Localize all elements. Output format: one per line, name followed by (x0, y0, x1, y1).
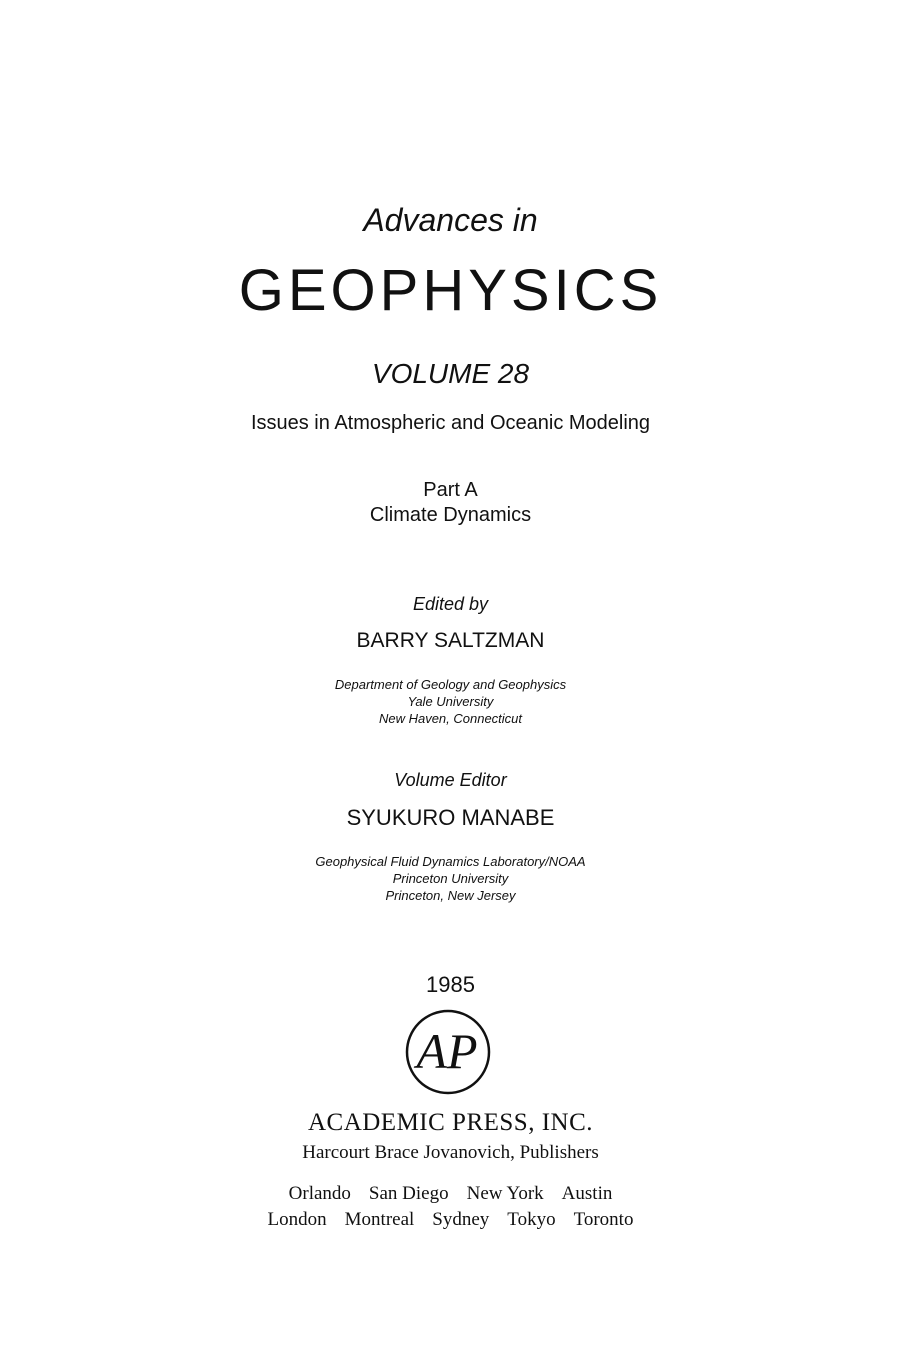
volume-editor-affiliation-line: Princeton, New Jersey (385, 888, 516, 903)
city: Toronto (573, 1209, 634, 1230)
publisher-imprint: Harcourt Brace Jovanovich, Publishers (302, 1142, 599, 1163)
publication-year: 1985 (426, 972, 475, 997)
volume-number: VOLUME 28 (371, 358, 530, 389)
part-title: Climate Dynamics (369, 504, 532, 526)
editor-affiliation-line: New Haven, Connecticut (378, 711, 523, 726)
city: Austin (561, 1183, 613, 1204)
city: New York (466, 1183, 544, 1204)
volume-editor-affiliation-line: Geophysical Fluid Dynamics Laboratory/NOAA (315, 854, 586, 869)
volume-editor-affiliation-line: Princeton University (392, 871, 509, 886)
city: Tokyo (507, 1209, 556, 1230)
editor-affiliation-line: Yale University (407, 694, 494, 709)
city: Montreal (344, 1209, 415, 1230)
publisher-cities-row-2 (0, 1210, 901, 1229)
publisher-cities-row-1 (0, 1184, 901, 1203)
series-title: GEOPHYSICS (238, 258, 663, 323)
edited-by-label: Edited by (412, 594, 489, 614)
series-prefix: Advances in (363, 202, 538, 238)
city: Orlando (288, 1183, 351, 1204)
part-label: Part A (423, 479, 478, 501)
logo-monogram: AP (416, 1023, 478, 1079)
city: London (267, 1209, 327, 1230)
city: San Diego (368, 1183, 449, 1204)
volume-editor-name: SYUKURO MANABE (346, 805, 555, 830)
academic-press-logo (404, 1008, 492, 1096)
city: Sydney (432, 1209, 490, 1230)
publisher-name: ACADEMIC PRESS, INC. (307, 1109, 594, 1136)
volume-editor-label: Volume Editor (394, 770, 507, 790)
volume-subtitle: Issues in Atmospheric and Oceanic Modeling (250, 412, 651, 434)
editor-name: BARRY SALTZMAN (356, 629, 545, 652)
editor-affiliation-line: Department of Geology and Geophysics (334, 677, 567, 692)
